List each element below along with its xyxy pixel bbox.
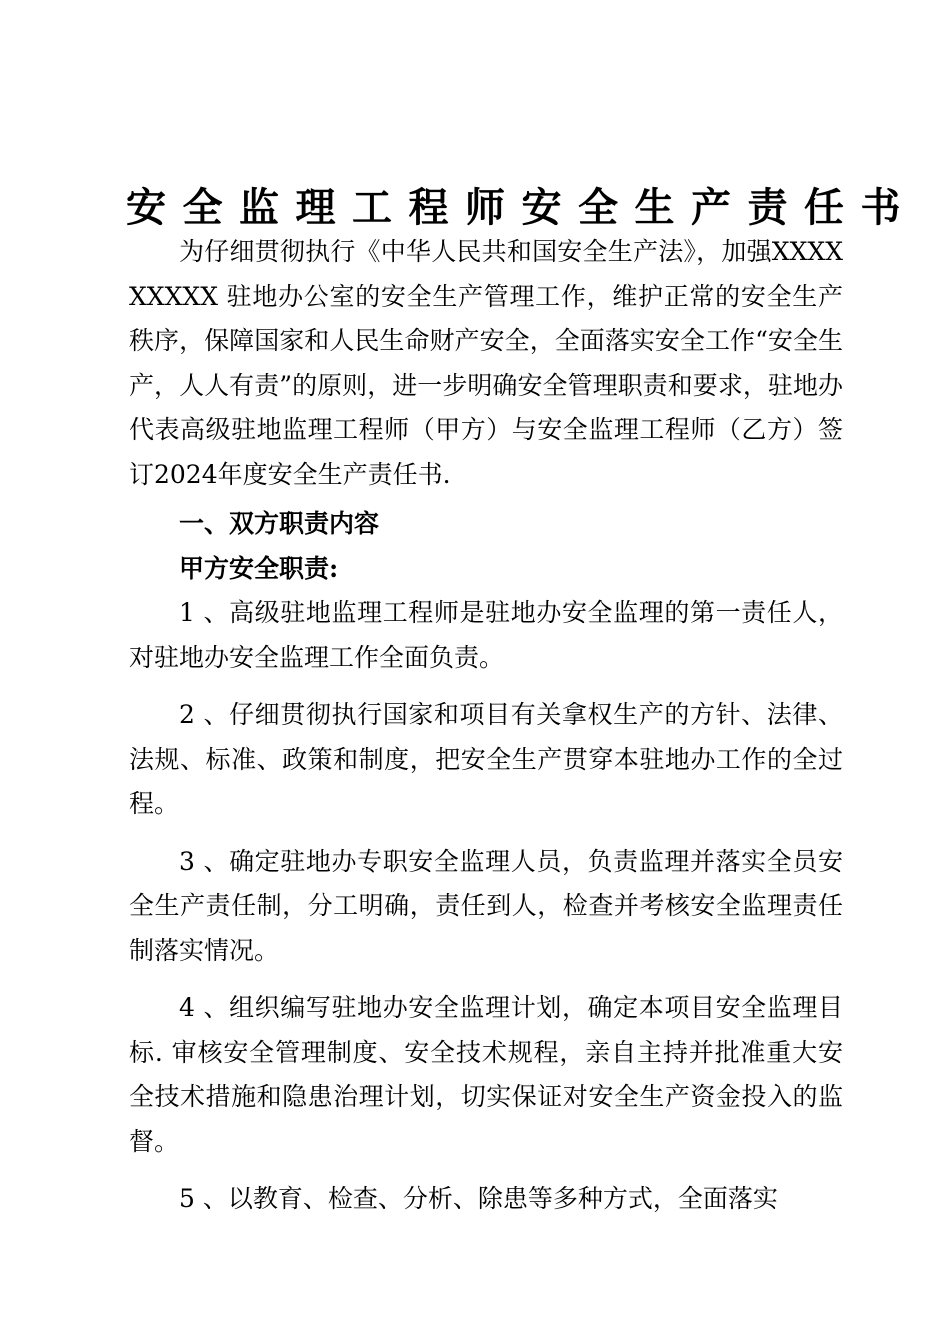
duty-item-4: 4 、组织编写驻地办安全监理计划，确定本项目安全监理目标. 审核安全管理制度、安全技术规程，亲自主持并批准重大安全技术措施和隐患治理计划，切实保证对安全生产资金投入的监督。 <box>129 993 843 1156</box>
duty-item-3: 3 、确定驻地办专职安全监理人员，负责监理并落实全员安全生产责任制，分工明确，责任到人，检查并考核安全监理责任制落实情况。 <box>129 846 843 965</box>
document-title: 安全监理工程师安全生产责任书 <box>126 184 917 231</box>
duty-item-2: 2 、仔细贯彻执行国家和项目有关拿权生产的方针、法律、法规、标准、政策和制度，把安全生产贯穿本驻地办工作的全过程。 <box>129 700 843 818</box>
party-a-heading: 甲方安全职责: <box>179 553 339 583</box>
section-heading: 一、双方职责内容 <box>179 509 380 538</box>
duty-item-1: 1 、高级驻地监理工程师是驻地办安全监理的第一责任人，对驻地办安全监理工作全面负责。 <box>129 598 843 672</box>
intro-paragraph: 为仔细贯彻执行《中华人民共和国安全生产法》，加强XXXXXXXXX 驻地办公室的安全生产管理工作，维护正常的安全生产秩序，保障国家和人民生命财产安全，全面落实安全工作“安全生产，人人有责”的原则，进一步明确安全管理职责和要求，驻地办代表高级驻地监理工程师（甲方）与安全监理工程师（乙方）签订2024年度安全生产责任书. <box>129 237 843 489</box>
document-body <box>129 230 843 1222</box>
duty-item-5: 5 、以教育、检查、分析、除患等多种方式，全面落实 <box>179 1184 778 1213</box>
